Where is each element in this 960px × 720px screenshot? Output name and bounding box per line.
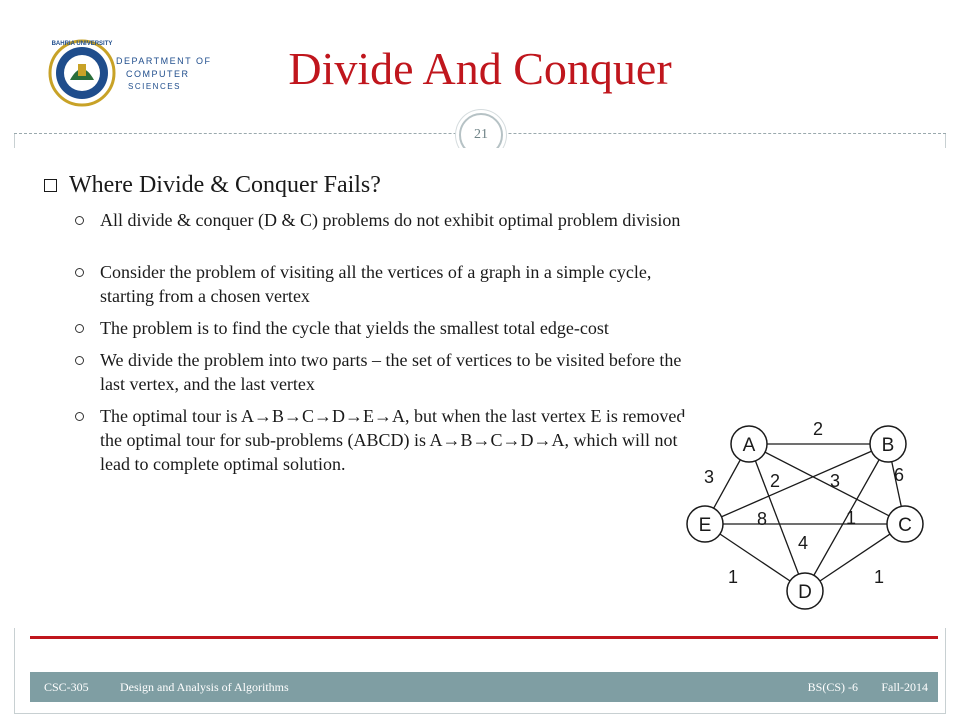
bullet-text: Consider the problem of visiting all the vertices of a graph in a simple cycle, starting from a chosen vertex <box>100 262 652 306</box>
bullet-item <box>72 404 692 476</box>
section-heading <box>44 172 381 199</box>
weight-a-e: 3 <box>703 467 715 487</box>
circle-bullet-icon <box>75 216 84 225</box>
weight-b-e: 3 <box>829 471 841 491</box>
bullet-item <box>72 208 692 232</box>
bullet-text: All divide & conquer (D & C) problems do not exhibit optimal problem division <box>100 210 681 230</box>
node-label-b: B <box>881 435 895 456</box>
bullet-item <box>72 348 692 396</box>
circle-bullet-icon <box>75 324 84 333</box>
section-heading-text: Where Divide & Conquer Fails? <box>69 172 381 198</box>
footer-program: BS(CS) -6 <box>807 680 858 694</box>
weight-c-d: 1 <box>873 567 885 587</box>
logo-university-text: BAHRIA UNIVERSITY <box>51 41 113 47</box>
bullet-list <box>72 208 692 484</box>
slide-title: Divide And Conquer <box>288 43 672 94</box>
weight-a-c: 2 <box>769 471 781 491</box>
footer-term: Fall-2014 <box>881 680 928 694</box>
footer-subject: Design and Analysis of Algorithms <box>120 680 289 694</box>
circle-bullet-icon <box>75 356 84 365</box>
node-label-e: E <box>698 515 712 536</box>
weight-a-d: 4 <box>797 533 809 553</box>
circle-bullet-icon <box>75 268 84 277</box>
logo-dept-line3: SCIENCES <box>128 82 181 91</box>
bullet-text: The optimal tour is A→B→C→D→E→A, but when the last vertex E is removed, the optimal tour for sub-problems (ABCD) is A→B→C→D→A, which will not lead to complete optimal solution. <box>100 406 690 474</box>
page-number-text: 21 <box>474 127 488 142</box>
bullet-item <box>72 260 692 308</box>
circle-bullet-icon <box>75 412 84 421</box>
node-label-a: A <box>742 435 756 456</box>
bullet-text: The problem is to find the cycle that yields the smallest total edge-cost <box>100 318 609 338</box>
bullet-text: We divide the problem into two parts – the set of vertices to be visited before the last vertex, and the last vertex <box>100 350 682 394</box>
logo-dept-line1: DEPARTMENT OF <box>116 56 212 66</box>
weight-e-d: 1 <box>727 567 739 587</box>
weight-e-c: 8 <box>756 509 768 529</box>
weight-a-b: 2 <box>812 419 824 439</box>
weighted-graph-diagram <box>681 417 930 613</box>
slide-footer <box>30 672 938 702</box>
edge-b-e <box>705 444 888 524</box>
logo-dept-line2: COMPUTER <box>126 69 190 79</box>
node-label-c: C <box>898 515 912 536</box>
footer-rule <box>30 636 938 639</box>
footer-course: CSC-305 <box>44 680 89 694</box>
checkbox-bullet-icon <box>44 179 57 192</box>
node-label-d: D <box>798 582 812 603</box>
weight-b-c: 6 <box>893 465 905 485</box>
bullet-item <box>72 316 692 340</box>
weight-b-d: 1 <box>845 508 857 528</box>
